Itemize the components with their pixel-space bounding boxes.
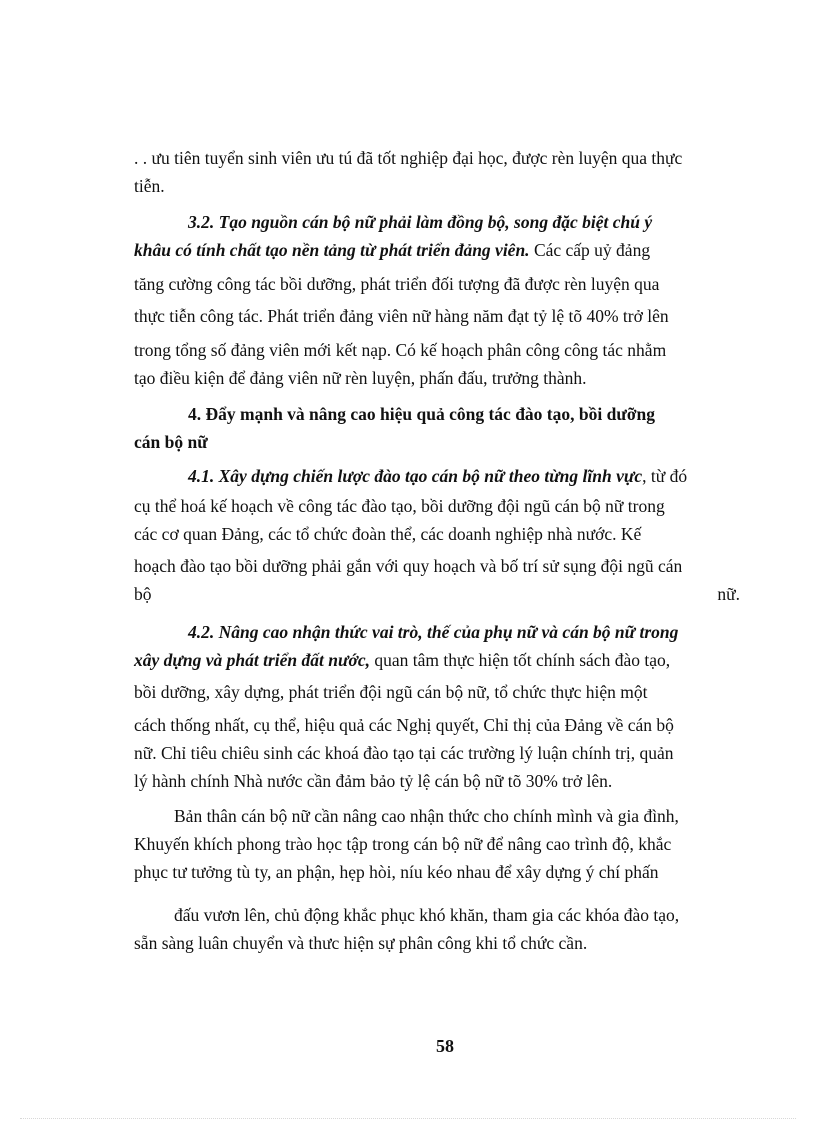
- page-number: 58: [436, 1036, 454, 1056]
- page-bottom-divider: [20, 1118, 796, 1119]
- paragraph-line: các cơ quan Đảng, các tổ chức đoàn thể, các doanh nghiệp nhà nước. Kế: [134, 524, 642, 544]
- paragraph-line: khâu có tính chất tạo nền tảng từ phát triển đảng viên. Các cấp uỷ đảng: [134, 240, 651, 260]
- paragraph-line: phục tư tưởng tù ty, an phận, hẹp hòi, níu kéo nhau để xây dựng ý chí phấn: [134, 862, 659, 882]
- section-heading-4-2: 4.2. Nâng cao nhận thức vai trò, thế của phụ nữ và cán bộ nữ trong: [188, 622, 679, 642]
- paragraph-line: Khuyến khích phong trào học tập trong cán bộ nữ để nâng cao trình độ, khắc: [134, 834, 672, 854]
- paragraph-line: cách thống nhất, cụ thể, hiệu quả các Nghị quyết, Chỉ thị của Đảng về cán bộ: [134, 715, 674, 735]
- paragraph-line: bồi dưỡng, xây dựng, phát triển đội ngũ cán bộ nữ, tổ chức thực hiện một: [134, 682, 648, 702]
- paragraph-line: . . ưu tiên tuyển sinh viên ưu tú đã tốt nghiệp đại học, được rèn luyện qua thực: [134, 148, 683, 168]
- paragraph-line: hoạch đào tạo bồi dưỡng phải gắn với quy hoạch và bố trí sử sụng đội ngũ cán: [134, 556, 683, 576]
- paragraph-line: cụ thể hoá kế hoạch về công tác đào tạo, bồi dưỡng đội ngũ cán bộ nữ trong: [134, 496, 665, 516]
- section-heading-4: 4. Đẩy mạnh và nâng cao hiệu quả công tác đào tạo, bồi dưỡng: [188, 404, 656, 424]
- paragraph-line: lý hành chính Nhà nước cần đảm bảo tỷ lệ cán bộ nữ tõ 30% trở lên.: [134, 771, 613, 791]
- paragraph-line: tăng cường công tác bồi dưỡng, phát triển đối tượng đã được rèn luyện qua: [134, 274, 660, 294]
- paragraph-line: bộ nữ.: [134, 584, 740, 604]
- paragraph-line: tiễn.: [134, 176, 165, 196]
- paragraph-line: trong tổng số đảng viên mới kết nạp. Có kế hoạch phân công công tác nhằm: [134, 340, 667, 360]
- paragraph-line: đấu vươn lên, chủ động khắc phục khó khăn, tham gia các khóa đào tạo,: [174, 905, 680, 925]
- paragraph-line: thực tiễn công tác. Phát triển đảng viên nữ hàng năm đạt tỷ lệ tõ 40% trở lên: [134, 306, 669, 326]
- paragraph-line: 4.1. Xây dựng chiến lược đào tạo cán bộ nữ theo từng lĩnh vực, từ đó: [188, 466, 688, 486]
- section-heading-4-cont: cán bộ nữ: [134, 432, 208, 452]
- section-heading-3-2: 3.2. Tạo nguồn cán bộ nữ phải làm đồng bộ, song đặc biệt chú ý: [188, 212, 653, 232]
- paragraph-line: tạo điều kiện để đảng viên nữ rèn luyện, phấn đấu, trưởng thành.: [134, 368, 587, 388]
- paragraph-line: sẵn sàng luân chuyển và thưc hiện sự phân công khi tổ chức cần.: [134, 933, 588, 953]
- paragraph-line: xây dựng và phát triển đất nước, quan tâm thực hiện tốt chính sách đào tạo,: [134, 650, 671, 670]
- paragraph-line: nữ. Chỉ tiêu chiêu sinh các khoá đào tạo tại các trường lý luận chính trị, quản: [134, 743, 674, 763]
- paragraph-line: Bản thân cán bộ nữ cần nâng cao nhận thức cho chính mình và gia đình,: [174, 806, 679, 826]
